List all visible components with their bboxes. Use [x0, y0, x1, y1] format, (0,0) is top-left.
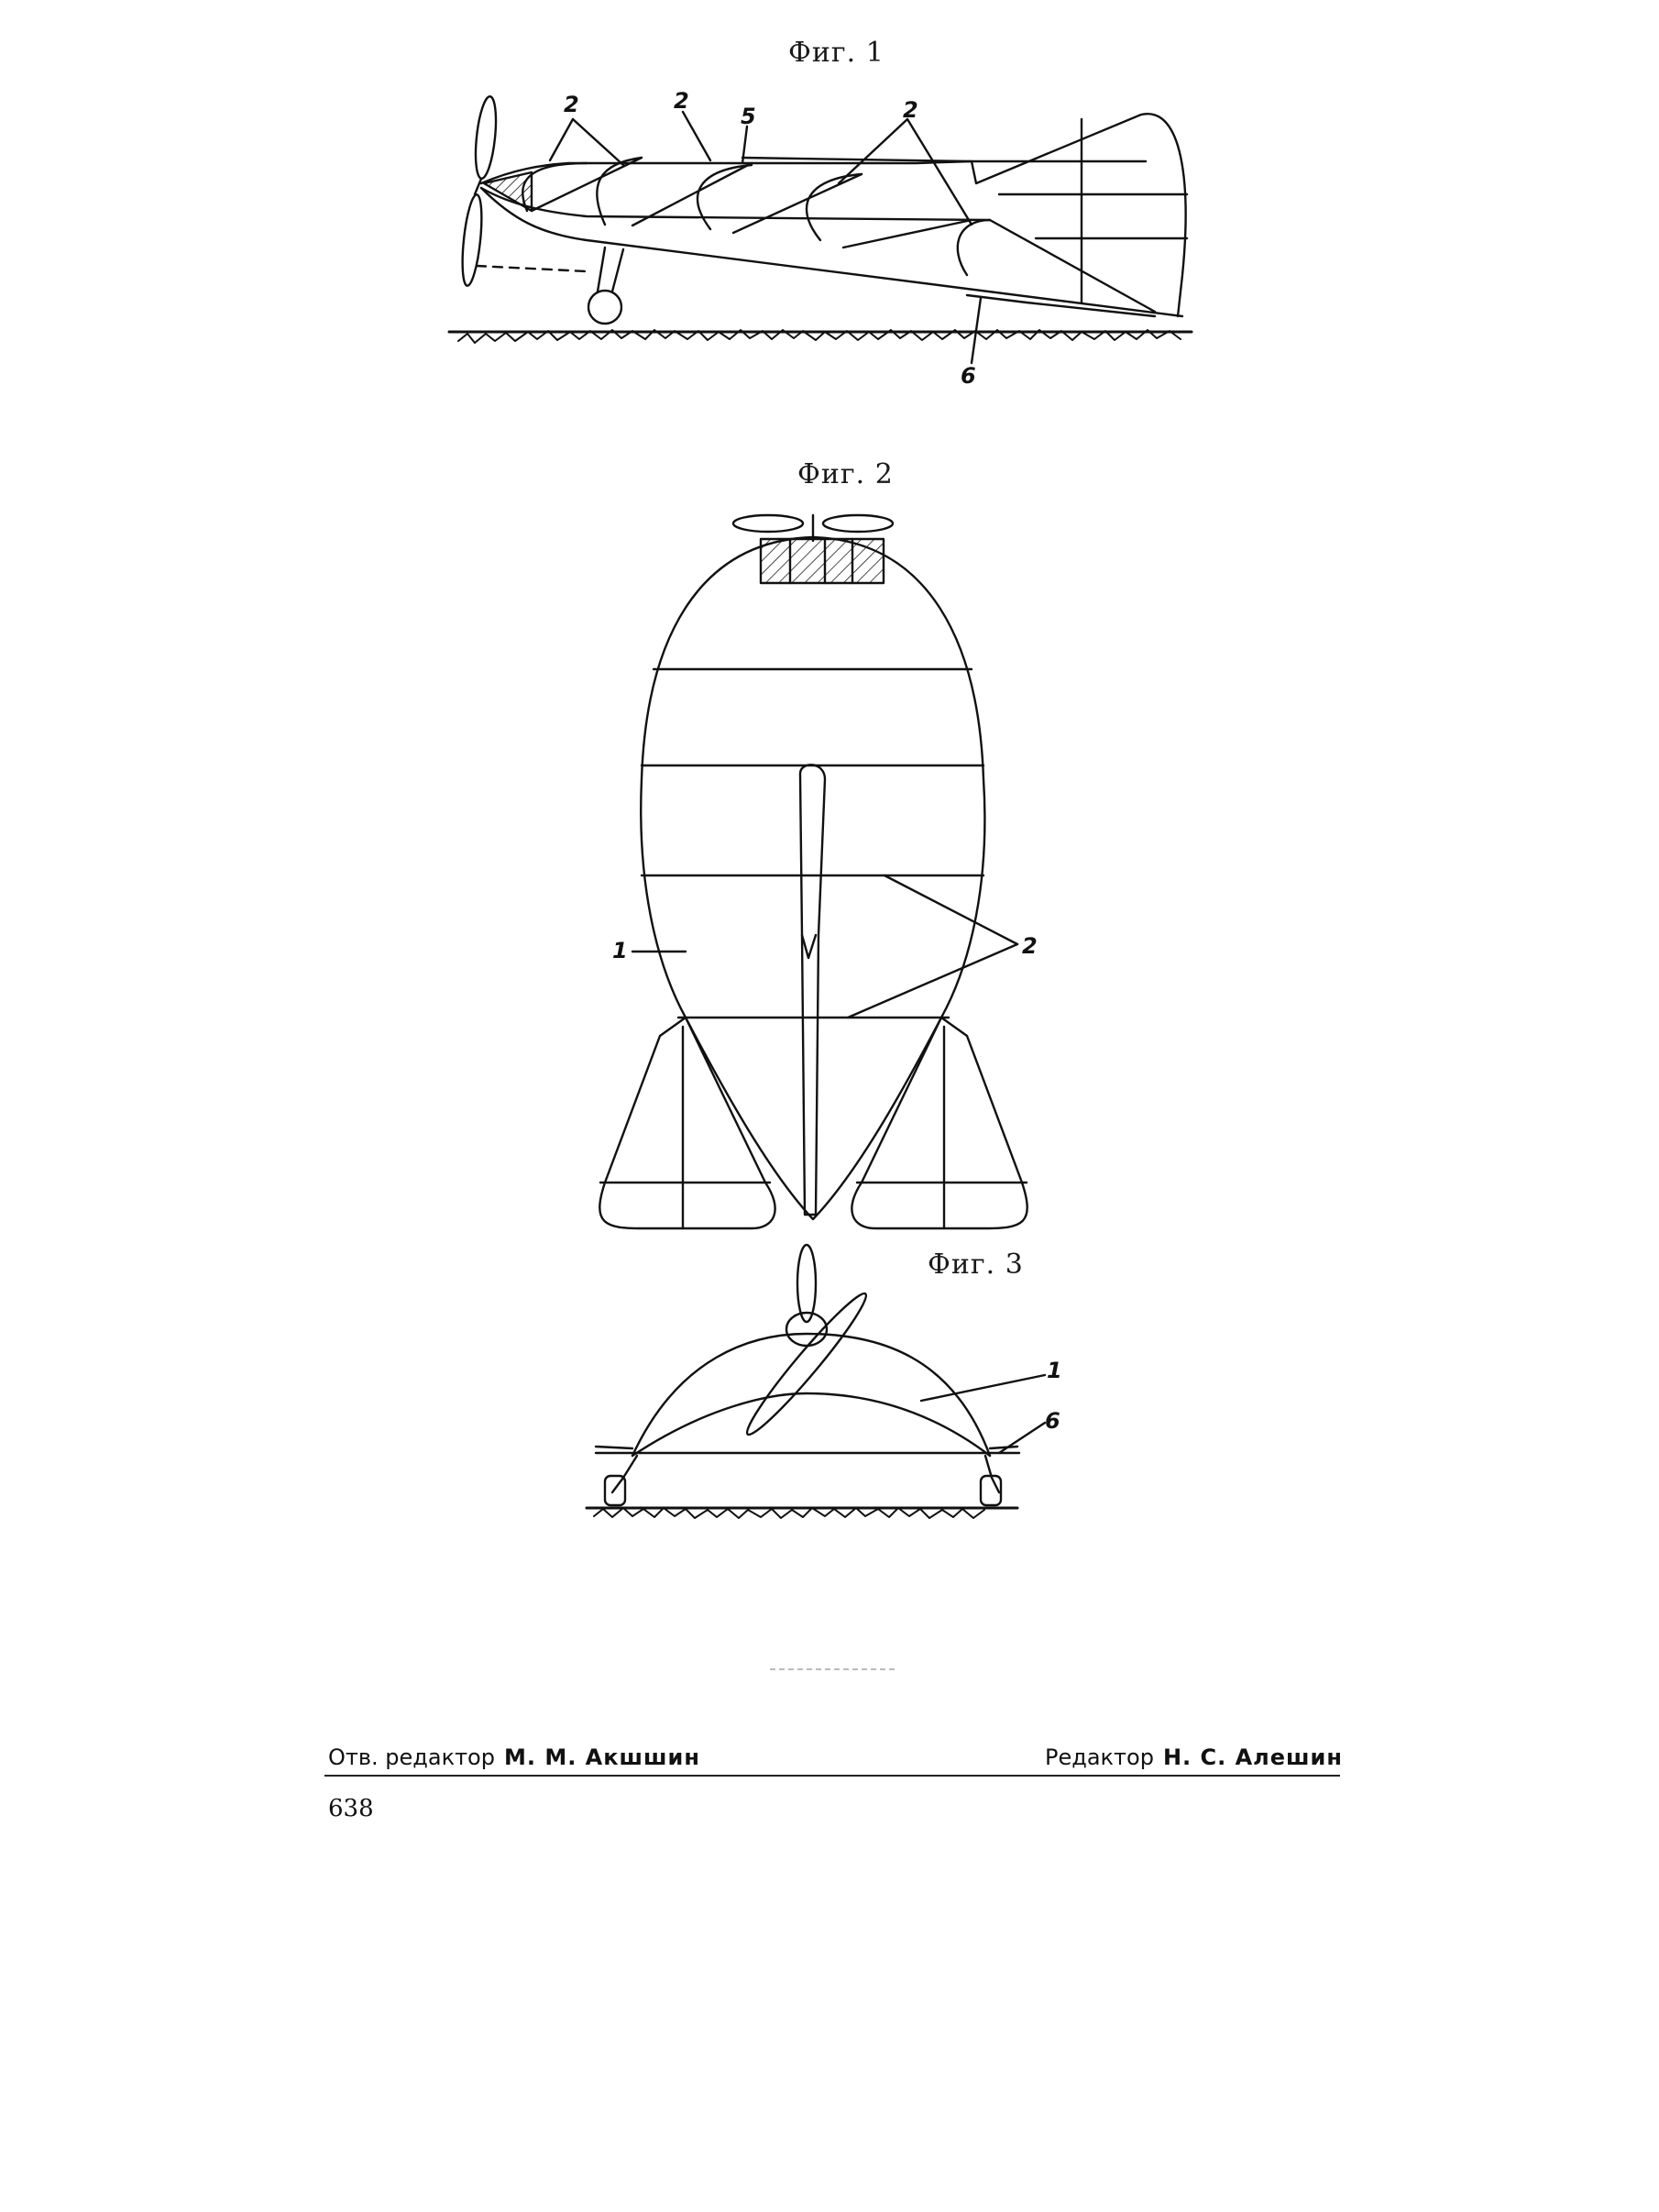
fig1-label-2b: 2	[674, 88, 689, 114]
fig1-label-6: 6	[961, 363, 976, 389]
figure-1-drawing	[449, 95, 1192, 363]
figure-3-drawing	[587, 1245, 1045, 1518]
footer-right-role: Редактор	[1045, 1744, 1154, 1770]
fig1-label-2c: 2	[903, 97, 918, 123]
footer-right-name: Н. С. Алешин	[1162, 1744, 1343, 1770]
fig2-label-1: 1	[612, 938, 628, 963]
fig3-label-1: 1	[1047, 1358, 1062, 1383]
figure-2-drawing	[599, 515, 1027, 1228]
footer-left-name: М. М. Акшшин	[503, 1744, 700, 1770]
figure-1-caption: Фиг. 1	[788, 37, 884, 69]
footer-editor	[1045, 1744, 1343, 1770]
separator-mark	[770, 1668, 898, 1670]
figure-2-caption: Фиг. 2	[797, 458, 894, 490]
footer-rule	[324, 1775, 1340, 1777]
figure-3-caption: Фиг. 3	[928, 1249, 1024, 1281]
fig2-label-2: 2	[1022, 933, 1038, 959]
page-number: 638	[328, 1795, 374, 1822]
fig1-label-2a: 2	[564, 92, 579, 117]
fig3-label-6: 6	[1045, 1408, 1060, 1434]
fig1-label-5: 5	[741, 104, 756, 129]
footer-responsible-editor	[328, 1744, 700, 1770]
footer-left-role: Отв. редактор	[328, 1744, 495, 1770]
